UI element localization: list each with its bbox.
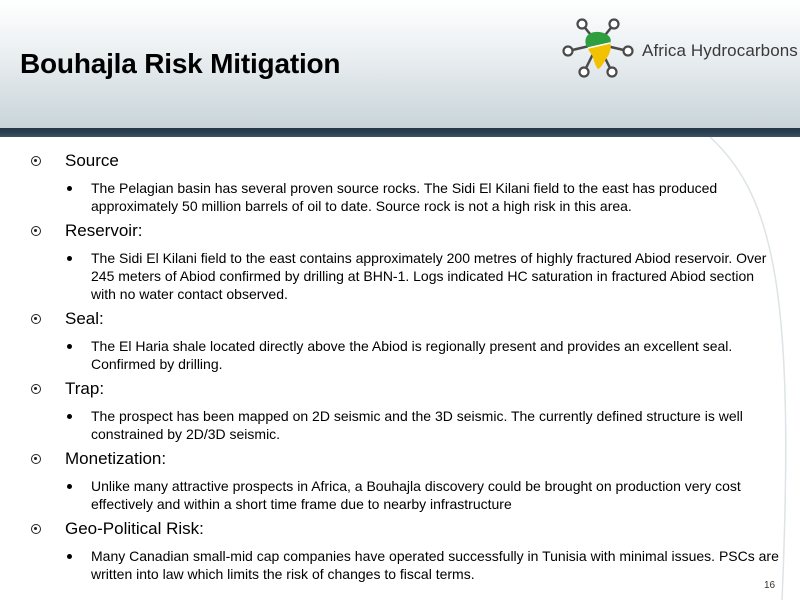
- section-reservoir: [0, 220, 800, 308]
- section-heading: Geo-Political Risk:: [65, 519, 204, 538]
- list-item: [91, 542, 781, 588]
- section-geo-political-risk: [0, 518, 800, 588]
- list-item: [91, 244, 781, 308]
- bullet-text: The Sidi El Kilani field to the east contains approximately 200 metres of highly fractured Abiod reservoir. Over 245 meters of Abiod confirmed by drilling at BHN-1. Logs indicated HC saturation in fractured Abiod section with no water contact observed.: [91, 250, 767, 302]
- circle-bullet-icon: [31, 226, 41, 236]
- list-item: [91, 402, 781, 448]
- list-item: [91, 472, 781, 518]
- section-monetization: [0, 448, 800, 518]
- section-heading: Monetization:: [65, 449, 167, 468]
- bullet-text: Unlike many attractive prospects in Africa, a Bouhajla discovery could be brought on production very cost effectively and within a short time frame due to nearby infrastructure: [91, 478, 741, 512]
- slide-title: Bouhajla Risk Mitigation: [20, 48, 341, 79]
- bullet-dot-icon: [67, 414, 72, 419]
- bullet-text: The El Haria shale located directly above the Abiod is regionally present and provides an excellent seal. Confirmed by drilling.: [91, 338, 733, 372]
- circle-bullet-icon: [31, 454, 41, 464]
- section-heading: Trap:: [65, 379, 105, 398]
- africa-network-icon: [558, 14, 638, 84]
- list-item: [91, 174, 781, 220]
- circle-bullet-icon: [31, 384, 41, 394]
- circle-bullet-icon: [31, 314, 41, 324]
- section-heading: Reservoir:: [65, 221, 143, 240]
- circle-bullet-icon: [31, 156, 41, 166]
- section-heading: Seal:: [65, 309, 104, 328]
- section-seal: [0, 308, 800, 378]
- company-logo: [558, 14, 798, 84]
- bullet-text: Many Canadian small-mid cap companies have operated successfully in Tunisia with minimal issues. PSCs are written into law which limits the risk of changes to fiscal terms.: [91, 548, 779, 582]
- section-trap: [0, 378, 800, 448]
- page-number: 16: [764, 580, 776, 591]
- bullet-dot-icon: [67, 554, 72, 559]
- list-item: [91, 332, 781, 378]
- bullet-dot-icon: [67, 186, 72, 191]
- section-source: [0, 150, 800, 220]
- bullet-text: The prospect has been mapped on 2D seismic and the 3D seismic. The currently defined structure is well constrained by 2D/3D seismic.: [91, 408, 743, 442]
- circle-bullet-icon: [31, 524, 41, 534]
- bullet-text: The Pelagian basin has several proven source rocks. The Sidi El Kilani field to the east has produced approximately 50 million barrels of oil to date. Source rock is not a high risk in this area.: [91, 180, 718, 214]
- logo-wordmark: Africa Hydrocarbons: [642, 41, 798, 60]
- bullet-dot-icon: [67, 484, 72, 489]
- bullet-dot-icon: [67, 256, 72, 261]
- bullet-list: [0, 150, 800, 588]
- header-divider-bar: [0, 128, 800, 137]
- section-heading: Source: [65, 151, 119, 170]
- bullet-dot-icon: [67, 344, 72, 349]
